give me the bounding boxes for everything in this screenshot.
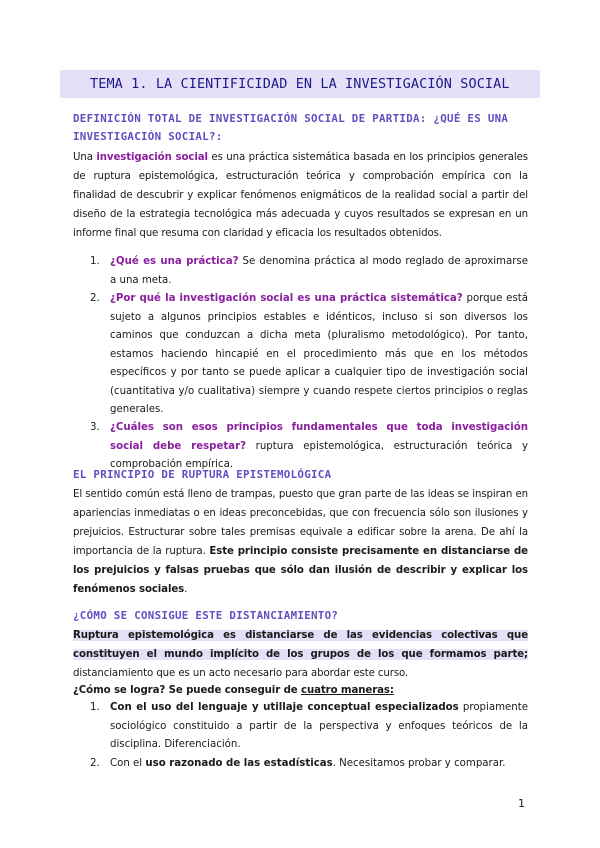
list1-text-3: ruptura epistemológica, estructuración teórica y comprobación empírica.	[110, 440, 528, 470]
distance-highlight: Ruptura epistemológica es distanciarse de las evidencias colectivas que constituyen el mundo implícito de los grupos de los que formamos parte;	[73, 630, 528, 660]
list2-item-2	[110, 755, 528, 774]
list1-num-1: 1.	[90, 256, 100, 267]
list1-num-2: 2.	[90, 293, 100, 304]
list1-num-3: 3.	[90, 422, 100, 433]
list2-num-2: 2.	[90, 758, 100, 769]
definition-paragraph	[73, 148, 528, 243]
list1-text-2: porque está sujeto a algunos principios estables e idénticos, incluso si son diversos los caminos que conduzcan a dicha meta (pluralismo metodológico). Por tanto, estamos haciendo hincapié en el procedimiento más que en los métodos específicos y por tanto se puede aplicar a cualquier tipo de investigación social (cuantitativa y/o cualitativa) siempre y cuando respete ciertos principios o reglas generales.	[110, 293, 528, 415]
rupture-bold-text: Este principio consiste precisamente en distanciarse de los prejuicios y falsas pruebas que sólo dan ilusión de describir y explicar los fenómenos sociales	[73, 546, 528, 595]
distance-heading: ¿CÓMO SE CONSIGUE ESTE DISTANCIAMIENTO?	[73, 609, 339, 622]
list1-text-1: Se denomina práctica al modo reglado de aproximarse a una meta.	[110, 256, 528, 286]
definition-pre: Una	[73, 152, 97, 163]
definition-term: investigación social	[96, 152, 208, 163]
page-title: TEMA 1. LA CIENTIFICIDAD EN LA INVESTIGACIÓN SOCIAL	[60, 70, 540, 98]
rupture-text: El sentido común está lleno de trampas, puesto que gran parte de las ideas se inspiran en apariencias inmediatas o en ideas preconcebidas, que con frecuencia sólo son ilusiones y prejuicios. Estructurar sobre tales premisas equivale a edificar sobre la arena. De ahí la importancia de la ruptura.	[73, 489, 528, 557]
list2-bold-2: uso razonado de las estadísticas	[145, 758, 333, 769]
list1-question-3: ¿Cuáles son esos principios fundamentales que toda investigación social debe respetar?	[110, 422, 528, 452]
list1-question-1: ¿Qué es una práctica?	[110, 256, 239, 267]
how-underlined: cuatro maneras:	[301, 685, 394, 696]
rupture-end: .	[184, 584, 188, 595]
definition-text: es una práctica sistemática basada en los principios generales de ruptura epistemológica, estructuración teórica y comprobación empírica con la finalidad de descubrir y explicar fenómenos enigmáticos de la realidad social a partir del diseño de la estrategia tecnológica más adecuada y cuyos resultados se expresan en un informe final que resuma con claridad y eficacia los resultados obtenidos.	[73, 152, 528, 239]
list2-text-1: propiamente sociológico constituido a partir de la perspectiva y enfoques teóricos de la disciplina. Diferenciación.	[110, 702, 529, 750]
list1-item-1	[110, 253, 528, 290]
rupture-paragraph	[73, 485, 528, 599]
list2-item-1	[110, 699, 528, 755]
distance-paragraph	[73, 626, 528, 683]
list2-pre-2: Con el	[110, 758, 146, 769]
list2-text-2: . Necesitamos probar y comparar.	[332, 758, 506, 769]
list2-bold-1: Con el uso del lenguaje y utillaje conceptual especializados	[110, 702, 459, 713]
list1-question-2: ¿Por qué la investigación social es una práctica sistemática?	[110, 293, 463, 304]
how-question: ¿Cómo se logra? Se puede conseguir de	[73, 685, 302, 696]
list1-item-2	[110, 290, 528, 420]
page-number: 1	[518, 797, 525, 810]
how-line	[73, 681, 528, 700]
distance-text: distanciamiento que es un acto necesario para abordar este curso.	[73, 668, 409, 679]
list2-num-1: 1.	[90, 702, 100, 713]
rupture-heading: EL PRINCIPIO DE RUPTURA EPISTEMOLÓGICA	[73, 468, 332, 481]
definition-heading: DEFINICIÓN TOTAL DE INVESTIGACIÓN SOCIAL DE PARTIDA: ¿QUÉ ES UNA INVESTIGACIÓN SOCIAL?:	[73, 112, 509, 143]
